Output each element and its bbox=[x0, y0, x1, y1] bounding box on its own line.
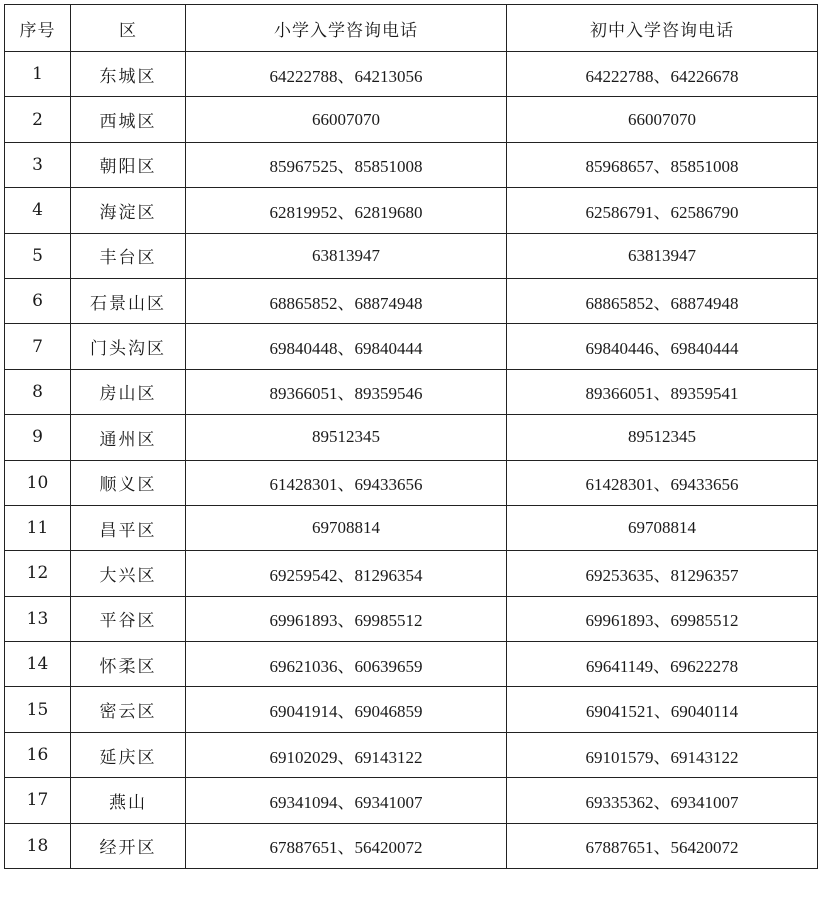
table-row bbox=[5, 460, 818, 505]
table-row bbox=[5, 687, 818, 732]
middle-phone: 68865852、68874948 bbox=[507, 278, 818, 323]
district-name: 大兴区 bbox=[71, 551, 186, 596]
primary-phone: 69259542、81296354 bbox=[186, 551, 507, 596]
table-row bbox=[5, 233, 818, 278]
row-index: 14 bbox=[5, 642, 71, 687]
district-name: 延庆区 bbox=[71, 732, 186, 777]
row-index: 9 bbox=[5, 415, 71, 460]
middle-phone: 69041521、69040114 bbox=[507, 687, 818, 732]
table-row bbox=[5, 415, 818, 460]
row-index: 8 bbox=[5, 369, 71, 414]
table-row bbox=[5, 505, 818, 550]
district-name: 海淀区 bbox=[71, 188, 186, 233]
middle-phone: 69253635、81296357 bbox=[507, 551, 818, 596]
primary-phone: 69102029、69143122 bbox=[186, 732, 507, 777]
district-name: 经开区 bbox=[71, 823, 186, 868]
table-row bbox=[5, 278, 818, 323]
table-row bbox=[5, 732, 818, 777]
district-name: 怀柔区 bbox=[71, 642, 186, 687]
district-name: 门头沟区 bbox=[71, 324, 186, 369]
table-body bbox=[5, 52, 818, 869]
primary-phone: 69341094、69341007 bbox=[186, 778, 507, 823]
row-index: 17 bbox=[5, 778, 71, 823]
district-name: 丰台区 bbox=[71, 233, 186, 278]
middle-phone: 66007070 bbox=[507, 97, 818, 142]
middle-phone: 64222788、64226678 bbox=[507, 52, 818, 97]
table-row bbox=[5, 52, 818, 97]
header-index: 序号 bbox=[5, 5, 71, 52]
district-name: 西城区 bbox=[71, 97, 186, 142]
table-row bbox=[5, 188, 818, 233]
district-name: 昌平区 bbox=[71, 505, 186, 550]
district-name: 密云区 bbox=[71, 687, 186, 732]
primary-phone: 69840448、69840444 bbox=[186, 324, 507, 369]
row-index: 5 bbox=[5, 233, 71, 278]
row-index: 15 bbox=[5, 687, 71, 732]
row-index: 1 bbox=[5, 52, 71, 97]
middle-phone: 67887651、56420072 bbox=[507, 823, 818, 868]
middle-phone: 63813947 bbox=[507, 233, 818, 278]
table-row bbox=[5, 551, 818, 596]
district-name: 顺义区 bbox=[71, 460, 186, 505]
row-index: 7 bbox=[5, 324, 71, 369]
primary-phone: 66007070 bbox=[186, 97, 507, 142]
middle-phone: 85968657、85851008 bbox=[507, 142, 818, 187]
district-name: 石景山区 bbox=[71, 278, 186, 323]
table-row bbox=[5, 596, 818, 641]
middle-phone: 69961893、69985512 bbox=[507, 596, 818, 641]
table-row bbox=[5, 97, 818, 142]
middle-phone: 69708814 bbox=[507, 505, 818, 550]
middle-phone: 89512345 bbox=[507, 415, 818, 460]
primary-phone: 89512345 bbox=[186, 415, 507, 460]
row-index: 11 bbox=[5, 505, 71, 550]
district-name: 平谷区 bbox=[71, 596, 186, 641]
district-name: 通州区 bbox=[71, 415, 186, 460]
header-primary-phone: 小学入学咨询电话 bbox=[186, 5, 507, 52]
primary-phone: 68865852、68874948 bbox=[186, 278, 507, 323]
row-index: 6 bbox=[5, 278, 71, 323]
primary-phone: 62819952、62819680 bbox=[186, 188, 507, 233]
primary-phone: 63813947 bbox=[186, 233, 507, 278]
row-index: 16 bbox=[5, 732, 71, 777]
table-row bbox=[5, 324, 818, 369]
primary-phone: 85967525、85851008 bbox=[186, 142, 507, 187]
table-row bbox=[5, 823, 818, 868]
primary-phone: 69961893、69985512 bbox=[186, 596, 507, 641]
district-name: 燕山 bbox=[71, 778, 186, 823]
middle-phone: 69840446、69840444 bbox=[507, 324, 818, 369]
row-index: 18 bbox=[5, 823, 71, 868]
district-name: 东城区 bbox=[71, 52, 186, 97]
row-index: 13 bbox=[5, 596, 71, 641]
table-row bbox=[5, 642, 818, 687]
middle-phone: 69101579、69143122 bbox=[507, 732, 818, 777]
middle-phone: 61428301、69433656 bbox=[507, 460, 818, 505]
primary-phone: 69708814 bbox=[186, 505, 507, 550]
middle-phone: 69335362、69341007 bbox=[507, 778, 818, 823]
header-middle-phone: 初中入学咨询电话 bbox=[507, 5, 818, 52]
row-index: 12 bbox=[5, 551, 71, 596]
row-index: 2 bbox=[5, 97, 71, 142]
table-row bbox=[5, 142, 818, 187]
middle-phone: 69641149、69622278 bbox=[507, 642, 818, 687]
table-row bbox=[5, 369, 818, 414]
header-row bbox=[5, 5, 818, 52]
primary-phone: 64222788、64213056 bbox=[186, 52, 507, 97]
header-district: 区 bbox=[71, 5, 186, 52]
table-row bbox=[5, 778, 818, 823]
enrollment-hotline-table bbox=[4, 4, 818, 869]
row-index: 4 bbox=[5, 188, 71, 233]
primary-phone: 69621036、60639659 bbox=[186, 642, 507, 687]
district-name: 朝阳区 bbox=[71, 142, 186, 187]
primary-phone: 67887651、56420072 bbox=[186, 823, 507, 868]
table-header bbox=[5, 5, 818, 52]
row-index: 10 bbox=[5, 460, 71, 505]
primary-phone: 89366051、89359546 bbox=[186, 369, 507, 414]
primary-phone: 69041914、69046859 bbox=[186, 687, 507, 732]
middle-phone: 62586791、62586790 bbox=[507, 188, 818, 233]
district-name: 房山区 bbox=[71, 369, 186, 414]
row-index: 3 bbox=[5, 142, 71, 187]
middle-phone: 89366051、89359541 bbox=[507, 369, 818, 414]
primary-phone: 61428301、69433656 bbox=[186, 460, 507, 505]
